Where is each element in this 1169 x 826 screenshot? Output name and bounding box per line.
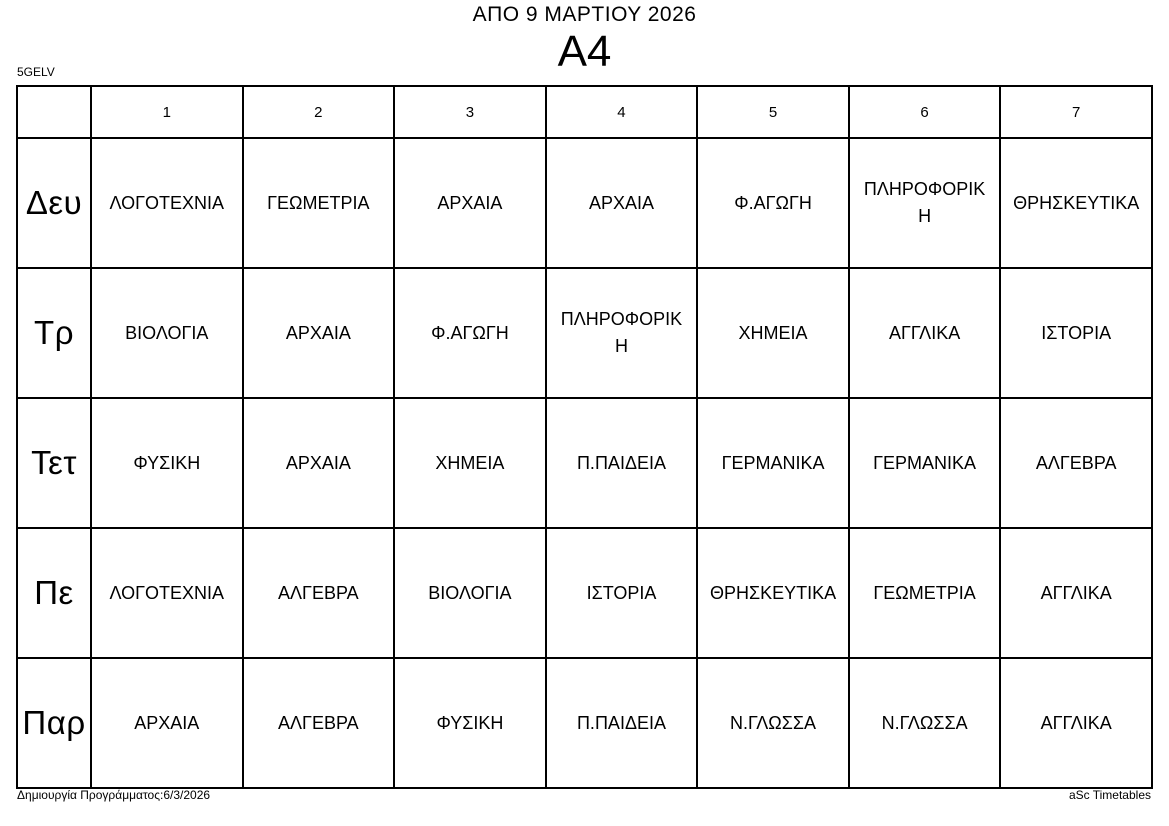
timetable-cell: ΦΥΣΙΚΗ: [91, 398, 243, 528]
timetable-cell: Φ.ΑΓΩΓΗ: [394, 268, 546, 398]
timetable-cell: ΑΡΧΑΙΑ: [243, 398, 395, 528]
corner-cell: [17, 86, 91, 138]
day-label: Δευ: [17, 138, 91, 268]
timetable-cell: ΑΡΧΑΙΑ: [546, 138, 698, 268]
title-block: [0, 2, 1169, 76]
timetable-row-Δευ: [17, 138, 1152, 268]
timetable-row-Πε: [17, 528, 1152, 658]
timetable-body: [17, 86, 1152, 788]
timetable-cell: ΑΛΓΕΒΡΑ: [243, 658, 395, 788]
timetable-cell: ΦΥΣΙΚΗ: [394, 658, 546, 788]
school-code-label: 5GELV: [17, 65, 55, 79]
schedule-date-title: ΑΠΟ 9 ΜΑΡΤΙΟΥ 2026: [472, 3, 697, 26]
timetable-cell: ΑΡΧΑΙΑ: [394, 138, 546, 268]
period-header-7: 7: [1000, 86, 1152, 138]
timetable-cell: ΙΣΤΟΡΙΑ: [546, 528, 698, 658]
timetable-cell: Ν.ΓΛΩΣΣΑ: [849, 658, 1001, 788]
period-header-6: 6: [849, 86, 1001, 138]
timetable-cell: Ν.ΓΛΩΣΣΑ: [697, 658, 849, 788]
timetable-cell: ΠΛΗΡΟΦΟΡΙΚΗ: [849, 138, 1001, 268]
timetable-cell: ΧΗΜΕΙΑ: [394, 398, 546, 528]
timetable-cell: ΛΟΓΟΤΕΧΝΙΑ: [91, 138, 243, 268]
timetable-cell: ΘΡΗΣΚΕΥΤΙΚΑ: [697, 528, 849, 658]
day-label: Πε: [17, 528, 91, 658]
period-header-1: 1: [91, 86, 243, 138]
timetable-cell: ΑΓΓΛΙΚΑ: [1000, 528, 1152, 658]
period-header-3: 3: [394, 86, 546, 138]
day-label: Τετ: [17, 398, 91, 528]
timetable-cell: ΓΕΡΜΑΝΙΚΑ: [849, 398, 1001, 528]
timetable-cell: ΙΣΤΟΡΙΑ: [1000, 268, 1152, 398]
timetable-cell: ΓΕΩΜΕΤΡΙΑ: [849, 528, 1001, 658]
day-label: Παρ: [17, 658, 91, 788]
period-header-row: [17, 86, 1152, 138]
timetable-row-Τρ: [17, 268, 1152, 398]
timetable-cell: ΛΟΓΟΤΕΧΝΙΑ: [91, 528, 243, 658]
timetable-cell: ΧΗΜΕΙΑ: [697, 268, 849, 398]
timetable-row-Τετ: [17, 398, 1152, 528]
timetable-cell: ΑΛΓΕΒΡΑ: [243, 528, 395, 658]
timetable-cell: ΓΕΩΜΕΤΡΙΑ: [243, 138, 395, 268]
timetable-cell: ΑΡΧΑΙΑ: [91, 658, 243, 788]
timetable-row-Παρ: [17, 658, 1152, 788]
timetable-cell: ΑΡΧΑΙΑ: [243, 268, 395, 398]
timetable-cell: ΑΓΓΛΙΚΑ: [1000, 658, 1152, 788]
timetable: [16, 85, 1153, 789]
period-header-2: 2: [243, 86, 395, 138]
timetable-cell: ΒΙΟΛΟΓΙΑ: [91, 268, 243, 398]
class-name-title: Α4: [557, 27, 612, 76]
timetable-cell: ΓΕΡΜΑΝΙΚΑ: [697, 398, 849, 528]
timetable-cell: Π.ΠΑΙΔΕΙΑ: [546, 658, 698, 788]
timetable-cell: ΑΓΓΛΙΚΑ: [849, 268, 1001, 398]
period-header-4: 4: [546, 86, 698, 138]
timetable-cell: Π.ΠΑΙΔΕΙΑ: [546, 398, 698, 528]
period-header-5: 5: [697, 86, 849, 138]
timetable-cell: ΘΡΗΣΚΕΥΤΙΚΑ: [1000, 138, 1152, 268]
creation-date-label: Δημιουργία Προγράμματος:6/3/2026: [17, 788, 211, 802]
timetable-cell: ΠΛΗΡΟΦΟΡΙΚΗ: [546, 268, 698, 398]
asc-timetables-credit: aSc Timetables: [1068, 788, 1151, 802]
timetable-cell: Φ.ΑΓΩΓΗ: [697, 138, 849, 268]
day-label: Τρ: [17, 268, 91, 398]
timetable-cell: ΑΛΓΕΒΡΑ: [1000, 398, 1152, 528]
timetable-cell: ΒΙΟΛΟΓΙΑ: [394, 528, 546, 658]
